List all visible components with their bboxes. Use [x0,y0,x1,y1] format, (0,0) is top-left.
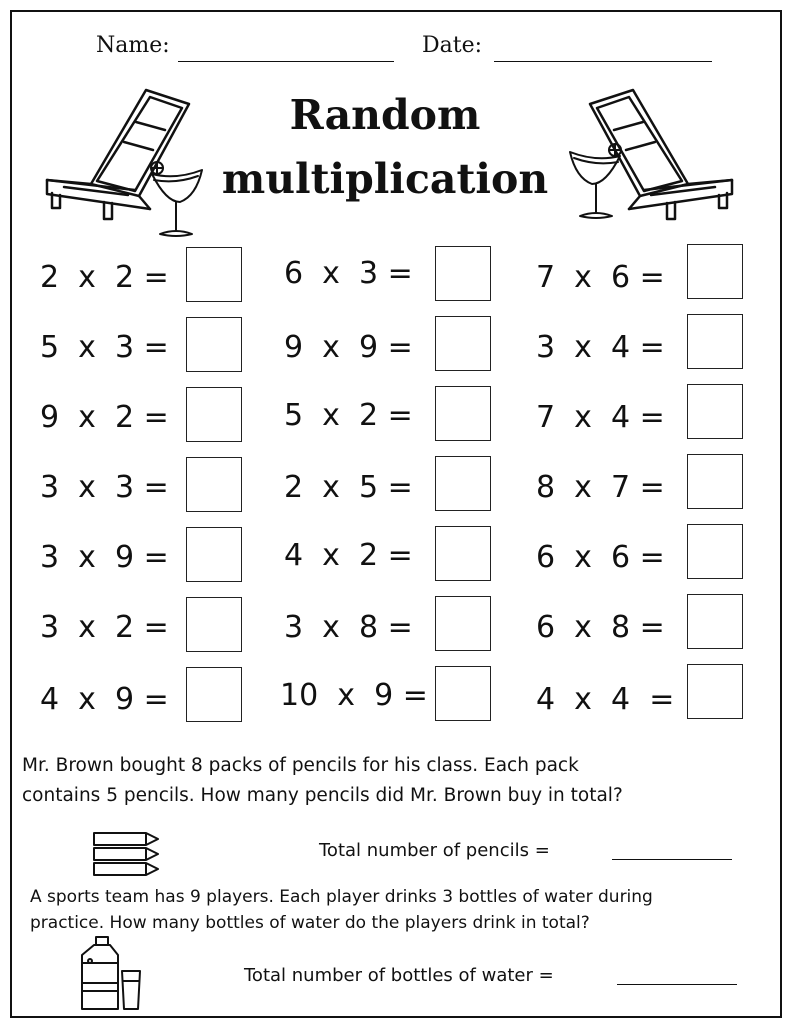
answer-box-r6c3[interactable] [687,594,743,649]
problem-r6c2: 3 x 8 = [284,610,413,645]
answer-box-r2c2[interactable] [435,316,491,371]
cocktail-icon [566,140,626,222]
answer-box-r1c2[interactable] [435,246,491,301]
answer-box-r3c3[interactable] [687,384,743,439]
answer-box-r6c2[interactable] [435,596,491,651]
word-problem-2-line-1: A sports team has 9 players. Each player drinks 3 bottles of water during [30,887,653,907]
answer-box-r4c3[interactable] [687,454,743,509]
cocktail-icon [146,158,206,240]
problem-r3c2: 5 x 2 = [284,398,413,433]
problem-r2c2: 9 x 9 = [284,330,413,365]
answer-box-r1c3[interactable] [687,244,743,299]
problem-r3c1: 9 x 2 = [40,400,169,435]
problem-r1c2: 6 x 3 = [284,256,413,291]
problem-r1c3: 7 x 6 = [536,260,665,295]
word-problem-2 [30,884,770,936]
problem-r1c1: 2 x 2 = [40,260,169,295]
problem-r5c1: 3 x 9 = [40,540,169,575]
problem-r2c1: 5 x 3 = [40,330,169,365]
name-field[interactable] [178,61,394,62]
problem-r6c1: 3 x 2 = [40,610,169,645]
problem-r2c3: 3 x 4 = [536,330,665,365]
name-label: Name: [96,33,170,58]
answer-box-r3c2[interactable] [435,386,491,441]
answer-box-r2c3[interactable] [687,314,743,369]
answer-box-r4c2[interactable] [435,456,491,511]
problem-r4c1: 3 x 3 = [40,470,169,505]
pencils-icon [92,831,162,879]
answer-box-r5c2[interactable] [435,526,491,581]
word-problem-2-line-2: practice. How many bottles of water do the players drink in total? [30,913,590,933]
water-answer-field[interactable] [617,984,737,985]
answer-box-r5c3[interactable] [687,524,743,579]
answer-box-r7c3[interactable] [687,664,743,719]
water-answer-label: Total number of bottles of water = [244,965,554,986]
date-field[interactable] [494,61,712,62]
word-problem-1 [22,751,772,811]
answer-box-r6c1[interactable] [186,597,242,652]
word-problem-1-line-2: contains 5 pencils. How many pencils did Mr. Brown buy in total? [22,785,623,806]
answer-box-r4c1[interactable] [186,457,242,512]
answer-box-r3c1[interactable] [186,387,242,442]
problem-r5c2: 4 x 2 = [284,538,413,573]
problem-r4c3: 8 x 7 = [536,470,665,505]
pencils-answer-label: Total number of pencils = [319,840,550,861]
problem-r4c2: 2 x 5 = [284,470,413,505]
problem-r7c2: 10 x 9 = [280,678,428,713]
answer-box-r7c2[interactable] [435,666,491,721]
title-line-2: multiplication [221,155,549,203]
title-line-1: Random [289,91,481,139]
answer-box-r7c1[interactable] [186,667,242,722]
pencils-answer-field[interactable] [612,859,732,860]
answer-box-r5c1[interactable] [186,527,242,582]
problem-r6c3: 6 x 8 = [536,610,665,645]
answer-box-r2c1[interactable] [186,317,242,372]
water-bottle-icon [76,935,146,1013]
word-problem-1-line-1: Mr. Brown bought 8 packs of pencils for his class. Each pack [22,755,579,776]
date-label: Date: [422,33,483,58]
problem-r3c3: 7 x 4 = [536,400,665,435]
problem-r5c3: 6 x 6 = [536,540,665,575]
answer-box-r1c1[interactable] [186,247,242,302]
problem-r7c3: 4 x 4 = [536,682,675,717]
problem-r7c1: 4 x 9 = [40,682,169,717]
